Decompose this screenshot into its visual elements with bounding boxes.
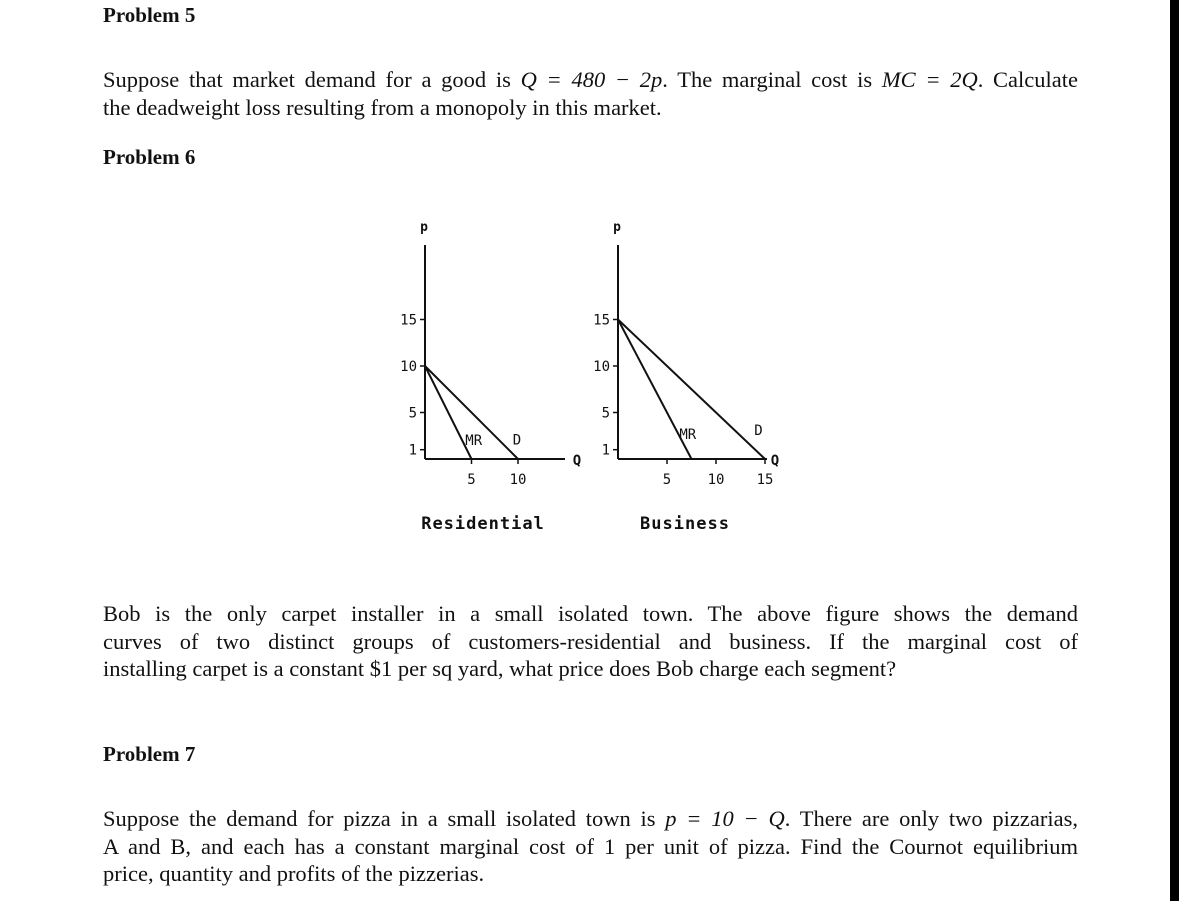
demand-equation: Q = 480 − 2p bbox=[520, 67, 663, 92]
residential-y-tick-label-3: 1 bbox=[408, 442, 417, 459]
business-x-tick-label-1: 10 bbox=[707, 472, 725, 488]
problem-7-text bbox=[103, 805, 1078, 888]
demand-curves-figure bbox=[380, 205, 800, 545]
residential-x-tick-label-0: 5 bbox=[467, 472, 476, 488]
business-x-tick-label-0: 5 bbox=[662, 472, 672, 488]
residential-x-tick-label-1: 10 bbox=[509, 472, 527, 488]
residential-y-tick-label-2: 5 bbox=[408, 405, 417, 422]
business-y-tick-label-1: 10 bbox=[593, 359, 610, 375]
problem-6-heading: Problem 6 bbox=[103, 145, 196, 169]
business-y-axis-label: p bbox=[613, 220, 621, 235]
residential-mr-label: MR bbox=[465, 432, 483, 449]
problem-5-text bbox=[103, 66, 1078, 121]
problem-7-line-3: price, quantity and profits of the pizzerias. bbox=[103, 861, 485, 886]
residential-caption: Residential bbox=[421, 514, 545, 534]
problem-5-line-2: the deadweight loss resulting from a monopoly in this market. bbox=[103, 94, 662, 120]
business-y-tick-label-0: 15 bbox=[593, 312, 610, 329]
residential-y-tick-label-0: 15 bbox=[400, 312, 417, 329]
problem-5-heading: Problem 5 bbox=[103, 3, 196, 27]
problem-6-line-1: Bob is the only carpet installer in a small isolated town. The above figure shows the demand bbox=[103, 601, 1078, 626]
business-y-tick-label-3: 1 bbox=[601, 442, 610, 459]
residential-demand-label: D bbox=[512, 432, 522, 449]
business-demand-label: D bbox=[754, 423, 763, 440]
pizza-demand-equation: p = 10 − Q bbox=[665, 806, 785, 831]
problem-6-line-2: curves of two distinct groups of customers-residential and business. If the marginal cost of bbox=[103, 628, 1078, 654]
business-y-tick-label-2: 5 bbox=[601, 405, 610, 422]
residential-panel bbox=[400, 220, 581, 534]
business-panel bbox=[593, 220, 779, 534]
problem-6-text bbox=[103, 600, 1078, 683]
problem-7-line-2: A and B, and each has a constant marginal cost of 1 per unit of pizza. Find the Cournot equilibrium bbox=[103, 833, 1078, 859]
business-x-axis-label: Q bbox=[770, 453, 780, 469]
business-caption: Business bbox=[640, 514, 730, 534]
problem-7-line-1: Suppose the demand for pizza in a small isolated town is p = 10 − Q. There are only two pizzarias, bbox=[103, 806, 1079, 831]
residential-y-tick-label-1: 10 bbox=[400, 359, 417, 375]
marginal-cost-equation: MC = 2Q bbox=[881, 67, 978, 92]
problem-6-line-3: installing carpet is a constant $1 per sq yard, what price does Bob charge each segment? bbox=[103, 656, 897, 681]
business-mr-label: MR bbox=[679, 426, 697, 443]
business-x-tick-label-2: 15 bbox=[756, 472, 774, 488]
residential-y-axis-label: p bbox=[420, 220, 428, 235]
problem-7-heading: Problem 7 bbox=[103, 742, 196, 766]
problem-5-line-1: Suppose that market demand for a good is Q = 480 − 2p. The marginal cost is MC = 2Q. Calculate bbox=[103, 67, 1079, 92]
residential-x-axis-label: Q bbox=[572, 453, 582, 469]
